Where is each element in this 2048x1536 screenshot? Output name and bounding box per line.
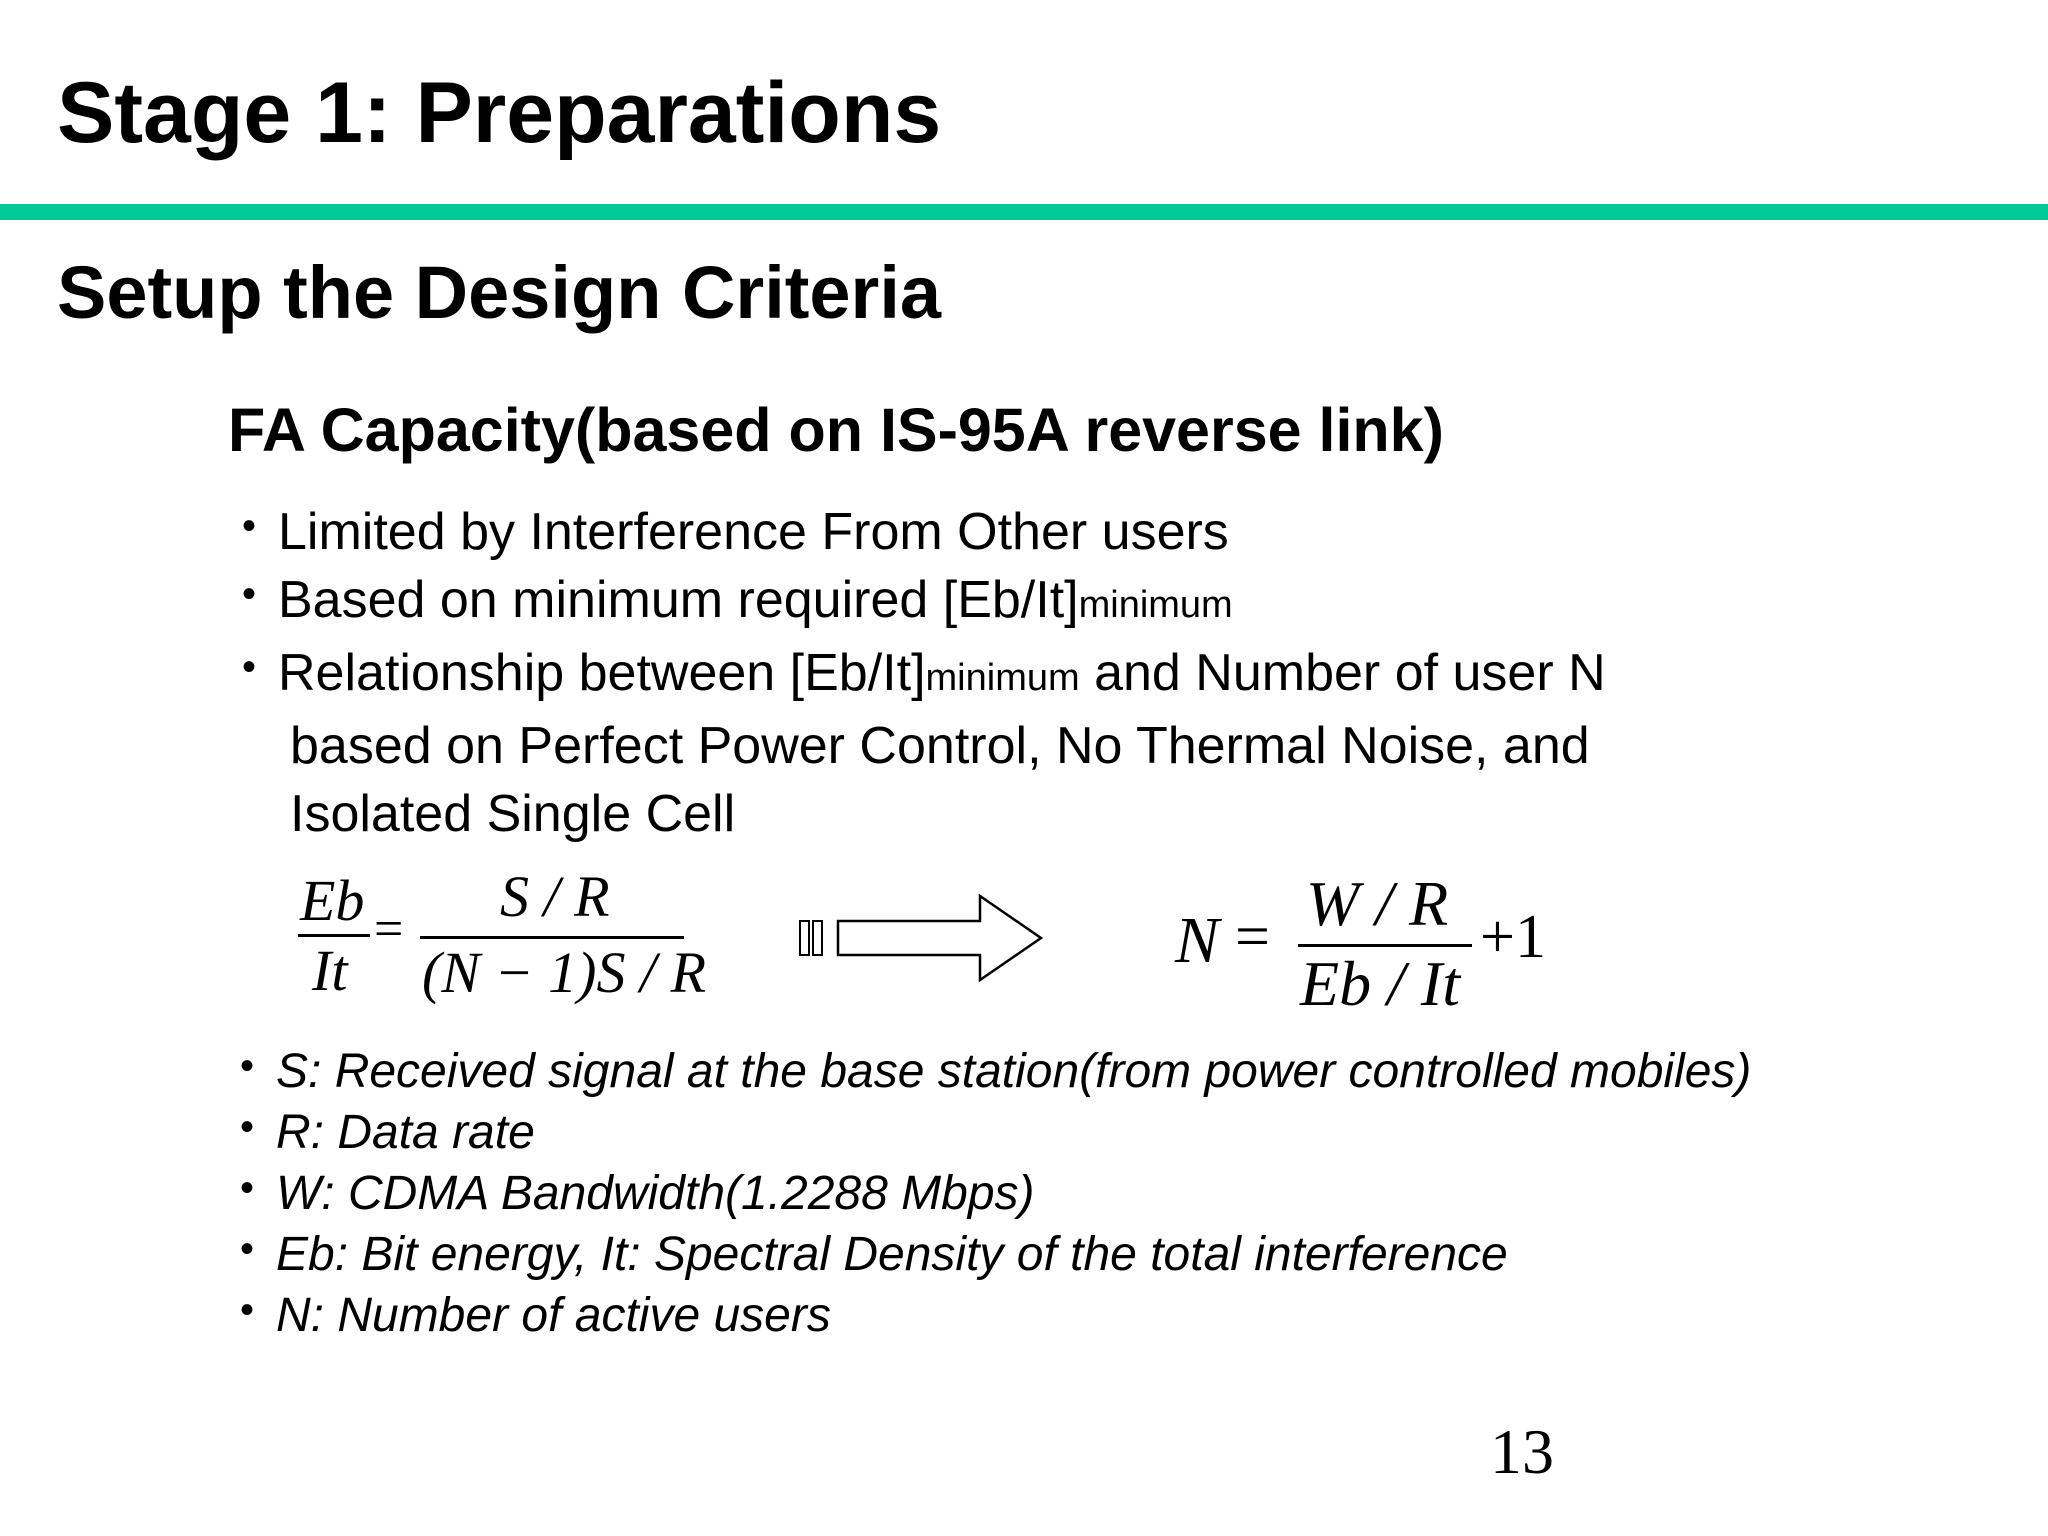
definition-text: Eb: Bit energy, It: Spectral Density of the total interference xyxy=(276,1228,1508,1281)
eq1-rhs-fraction-bar xyxy=(420,936,684,939)
section-heading: FA Capacity(based on IS-95A reverse link) xyxy=(228,396,1444,464)
slide-title: Stage 1: Preparations xyxy=(57,65,942,161)
definition-item xyxy=(240,1041,1752,1102)
bullet-dot: • xyxy=(240,1227,255,1271)
bullet-dot: • xyxy=(242,504,257,548)
title-divider xyxy=(0,204,2048,220)
right-arrow-icon xyxy=(798,890,1046,986)
eq2-plus-one: +1 xyxy=(1480,903,1546,971)
eq1-lhs-denominator: It xyxy=(312,938,348,1003)
definition-text: S: Received signal at the base station(from power controlled mobiles) xyxy=(276,1045,1752,1098)
eq2-denominator: Eb / It xyxy=(1300,948,1460,1019)
bullet-text: and Number of user N xyxy=(1079,644,1606,702)
eq1-rhs-denominator: (N − 1)S / R xyxy=(422,940,706,1005)
bullet-item xyxy=(242,566,1606,639)
bullet-text: Limited by Interference From Other users xyxy=(278,503,1229,561)
eq2-lhs: N xyxy=(1175,904,1220,977)
definition-text: R: Data rate xyxy=(276,1106,535,1159)
bullet-dot: • xyxy=(240,1044,255,1088)
bullet-item xyxy=(242,498,1606,566)
bullet-text: Relationship between [Eb/It] xyxy=(278,644,926,702)
bullet-subscript: minimum xyxy=(1078,584,1233,626)
eq2-equals: = xyxy=(1235,903,1270,971)
bullet-text: Based on minimum required [Eb/It] xyxy=(278,571,1079,629)
definition-item xyxy=(240,1163,1751,1224)
slide-subtitle: Setup the Design Criteria xyxy=(57,251,942,334)
page-number: 13 xyxy=(1490,1416,1554,1487)
eq1-lhs-numerator: Eb xyxy=(300,868,365,933)
bullet-dot: • xyxy=(240,1166,255,1210)
eq1-lhs-fraction-bar xyxy=(298,934,370,937)
definition-text: W: CDMA Bandwidth(1.2288 Mbps) xyxy=(276,1167,1035,1220)
bullet-dot: • xyxy=(242,572,257,616)
eq1-equals: = xyxy=(374,901,404,958)
bullet-continuation: based on Perfect Power Control, No Thermal Noise, and xyxy=(290,717,1590,775)
definition-item xyxy=(240,1224,1751,1285)
eq2-fraction-bar xyxy=(1298,944,1472,947)
bullet-item xyxy=(242,639,1606,848)
eq1-rhs-numerator: S / R xyxy=(500,864,610,929)
definition-item xyxy=(240,1285,1751,1346)
bullet-subscript: minimum xyxy=(925,657,1080,699)
definition-item xyxy=(240,1102,1751,1163)
eq2-numerator: W / R xyxy=(1306,868,1449,939)
bullet-dot: • xyxy=(240,1288,255,1332)
bullet-dot: • xyxy=(242,645,257,689)
bullet-dot: • xyxy=(240,1105,255,1149)
definition-list xyxy=(240,1041,1752,1346)
bullet-continuation: Isolated Single Cell xyxy=(290,785,736,843)
main-bullet-list xyxy=(242,498,1606,848)
definition-text: N: Number of active users xyxy=(276,1289,831,1342)
